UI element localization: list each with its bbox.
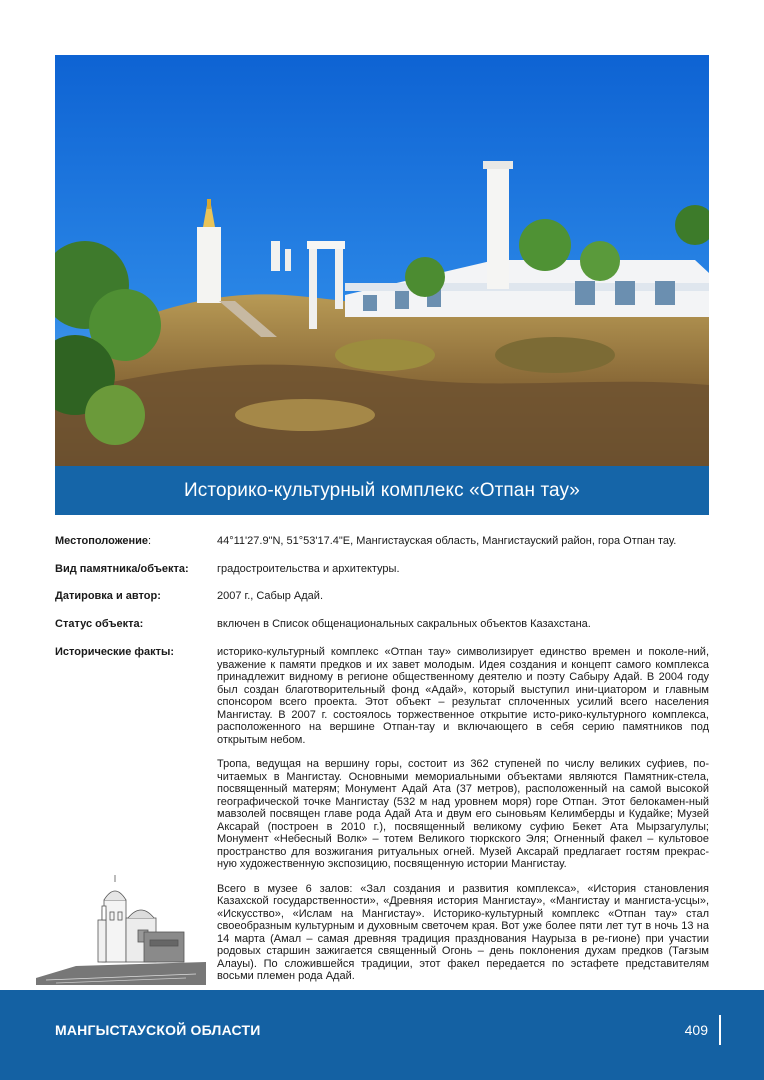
hero-photo — [55, 55, 709, 467]
footer-region: МАНГЫСТАУСКОЙ ОБЛАСТИ — [55, 1022, 261, 1038]
info-label: Исторические факты: — [55, 646, 175, 658]
facts-paragraph: Тропа, ведущая на вершину горы, состоит из 362 ступеней по числу великих суфиев, по-читаемых в Мангистау. Основными мемориальными объектами являются Памятник-стела, посвященный матерям; Монумент Адай Ата (37 метров), расположенный на самой высокой географической точке Мангистау (532 м над уровнем моря) горе Отпан. Этот белокамен-ный мавзолей посвящен главе рода Адай Ата и двум его сыновьям Келимберды и Кудайке; Музей Аксарай (построен в 2010 г.), посвященный великому суфию Бекет Ата Мырзагулулы; Монумент «Небесный Волк» – тотем Великого тюркского Эля; Огненный факел – культовое пространство для возжигания ритуальных огней. Музей Аксарай предлагает гостям прекрас-ную художественную экспозицию, посвященную истории Мангистау. — [217, 758, 709, 870]
info-label: Вид памятника/объекта: — [55, 563, 189, 575]
footer-divider — [719, 1015, 721, 1045]
info-label-text: Местоположение — [55, 535, 149, 547]
info-label: Датировка и автор: — [55, 590, 161, 602]
architecture-sketch — [36, 870, 206, 985]
page-footer — [0, 990, 764, 1080]
info-value: 44°11'27.9"N, 51°53'17.4"E, Мангистауская область, Мангистауский район, гора Отпан тау. — [217, 535, 677, 547]
info-value: включен в Список общенациональных сакральных объектов Казахстана. — [217, 618, 591, 630]
info-label — [55, 535, 215, 548]
info-label-suffix: : — [148, 535, 152, 547]
facts-paragraph: историко-культурный комплекс «Отпан тау» символизирует единство времен и поколе-ний, уважение к памяти предков и их завет молодым. Идея создания и концепт самого комплекса принадлежит видному в регионе общественному деятелю и поэту Сабыру Адай. В 2004 году был создан благотворительный фонд «Адай», который выступил ини-циатором и главным спонсором всего проекта. Этот объект – результат сплоченных усилий всего населения Мангистау. В 2007 г. состоялось торжественное открытие исто-рико-культурного комплекса, расположенного на вершине Отпан-тау и включающего в себя серию памятников под открытым небом. — [217, 646, 709, 746]
facts-paragraph: Всего в музее 6 залов: «Зал создания и развития комплекса», «История становления Казахской государственности», «Древняя история Мангистау», «Мангистау и мангиста-усцы», «Искусство», «Ислам на Мангистау». Историко-культурный комплекс «Отпан тау» стал своеобразным культурным и духовным светочем края. Вот уже более пяти лет тут в ночь 13 на 14 марта (Амал – самая древняя традиция празднования Наурыза в ре-гионе) при участии родовых старшин зажигается священный Огонь – день поклонения духам предков (Тағзым Алауы). По сложившейся традиции, этот факел передается по эстафете представителям восьми племен рода Адай. — [217, 882, 709, 982]
info-label: Статус объекта: — [55, 618, 144, 630]
page-title: Историко-культурный комплекс «Отпан тау» — [55, 466, 709, 515]
info-value: градостроительства и архитектуры. — [217, 563, 400, 575]
facts-text — [217, 646, 709, 995]
info-value: 2007 г., Сабыр Адай. — [217, 590, 324, 602]
page-number: 409 — [684, 1022, 708, 1038]
